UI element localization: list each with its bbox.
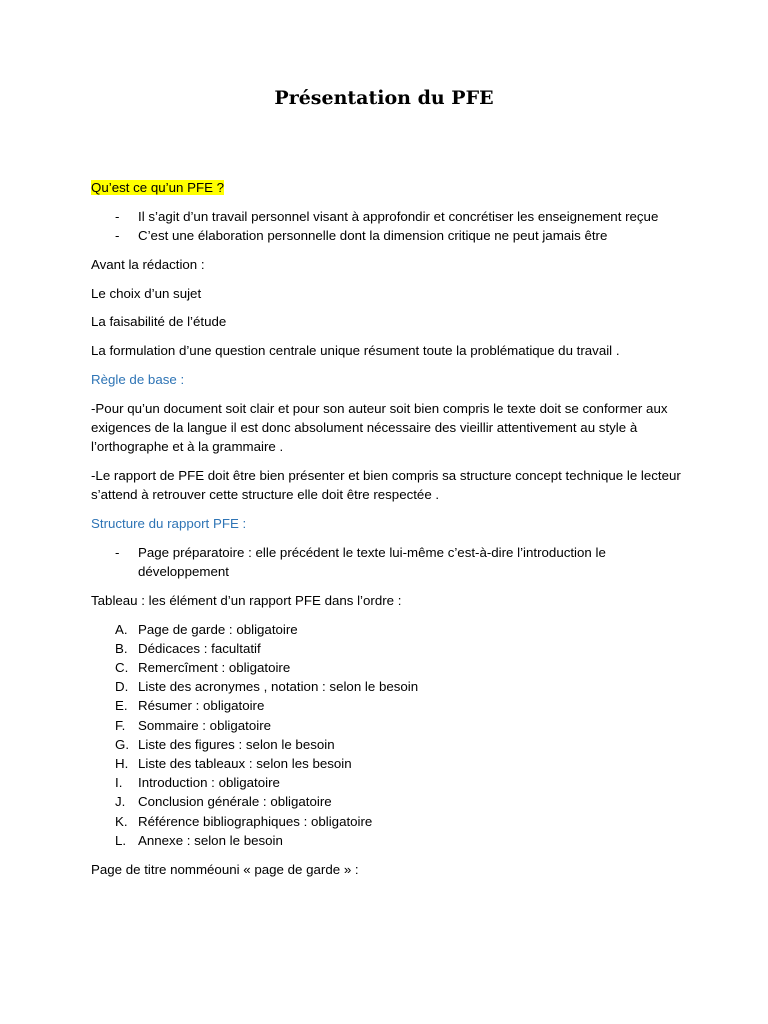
bullet-dash: - bbox=[115, 208, 120, 224]
list-item-text: Liste des tableaux : selon les besoin bbox=[138, 756, 352, 771]
section-heading-regle: Règle de base : bbox=[91, 371, 185, 387]
list-item bbox=[91, 812, 691, 831]
list-item bbox=[91, 677, 691, 696]
paragraph-faisabilite: La faisabilité de l’étude bbox=[91, 314, 227, 330]
list-item bbox=[91, 639, 691, 658]
list-item-text: Page préparatoire : elle précédent le texte lui-même c’est-à-dire l’introduction le développement bbox=[138, 544, 606, 579]
list-item-text: Référence bibliographiques : obligatoire bbox=[138, 813, 373, 829]
list-item-text: Il s’agit d’un travail personnel visant à approfondir et concrétiser les enseignement reçue bbox=[138, 208, 659, 224]
list-item-text: Introduction : obligatoire bbox=[138, 775, 280, 791]
paragraph-regle-2: -Le rapport de PFE doit être bien présenter et bien compris sa structure concept technique le lecteur s’attend à retrouver cette structure elle doit être respectée . bbox=[91, 467, 681, 503]
section-heading-structure: Structure du rapport PFE : bbox=[91, 515, 247, 531]
list-letter: C. bbox=[115, 659, 129, 675]
paragraph-avant: Avant la rédaction : bbox=[91, 256, 205, 272]
list-item-text: Annexe : selon le besoin bbox=[138, 832, 283, 848]
list-item-text: Liste des figures : selon le besoin bbox=[138, 736, 335, 752]
list-item bbox=[91, 658, 691, 677]
list-item bbox=[91, 754, 691, 773]
paragraph-choix: Le choix d’un sujet bbox=[91, 285, 202, 301]
page-title: Présentation du PFE bbox=[274, 87, 494, 109]
highlighted-heading-text: Qu’est ce qu’un PFE ? bbox=[91, 180, 225, 195]
list-letter: B. bbox=[115, 640, 128, 656]
structure-list bbox=[91, 543, 691, 581]
bullet-dash: - bbox=[115, 228, 120, 243]
report-elements-list bbox=[91, 620, 691, 850]
list-item-text: C’est une élaboration personnelle dont la dimension critique ne peut jamais être bbox=[138, 228, 608, 243]
list-letter: I. bbox=[115, 775, 123, 791]
list-item-text: Page de garde : obligatoire bbox=[138, 621, 298, 637]
list-item bbox=[91, 226, 691, 245]
paragraph-page-titre: Page de titre nomméouni « page de garde » : bbox=[91, 861, 359, 877]
list-letter: A. bbox=[115, 621, 128, 637]
list-letter: F. bbox=[115, 717, 126, 733]
list-item bbox=[91, 207, 691, 226]
list-item bbox=[91, 696, 691, 715]
document-body bbox=[91, 178, 691, 888]
paragraph-regle-1: -Pour qu’un document soit clair et pour son auteur soit bien compris le texte doit se conformer aux exigences de la langue il est donc absolument nécessaire des vieillir attentivement au style à l’orthographe et à la grammaire . bbox=[91, 400, 668, 455]
list-letter: J. bbox=[115, 794, 126, 810]
list-item-text: Remercîment : obligatoire bbox=[138, 659, 291, 675]
list-item bbox=[91, 773, 691, 792]
list-letter: G. bbox=[115, 736, 130, 752]
list-item-text: Conclusion générale : obligatoire bbox=[138, 794, 332, 810]
bullet-dash: - bbox=[115, 544, 120, 560]
list-item bbox=[91, 716, 691, 735]
list-letter: L. bbox=[115, 832, 127, 848]
list-item-text: Liste des acronymes , notation : selon le besoin bbox=[138, 679, 419, 695]
list-item bbox=[91, 735, 691, 754]
list-item bbox=[91, 543, 691, 581]
list-item bbox=[91, 831, 691, 850]
list-item-text: Sommaire : obligatoire bbox=[138, 717, 272, 733]
list-letter: H. bbox=[115, 756, 129, 771]
list-item bbox=[91, 792, 691, 811]
list-item bbox=[91, 620, 691, 639]
list-item-text: Résumer : obligatoire bbox=[138, 698, 265, 714]
list-letter: D. bbox=[115, 679, 129, 695]
list-item-text: Dédicaces : facultatif bbox=[138, 640, 261, 656]
list-letter: K. bbox=[115, 813, 128, 829]
section-heading-pfe bbox=[91, 178, 691, 197]
paragraph-tableau: Tableau : les élément d’un rapport PFE dans l’ordre : bbox=[91, 592, 402, 608]
pfe-definition-list bbox=[91, 207, 691, 245]
paragraph-formulation: La formulation d’une question centrale unique résument toute la problématique du travail . bbox=[91, 343, 620, 359]
list-letter: E. bbox=[115, 698, 128, 714]
